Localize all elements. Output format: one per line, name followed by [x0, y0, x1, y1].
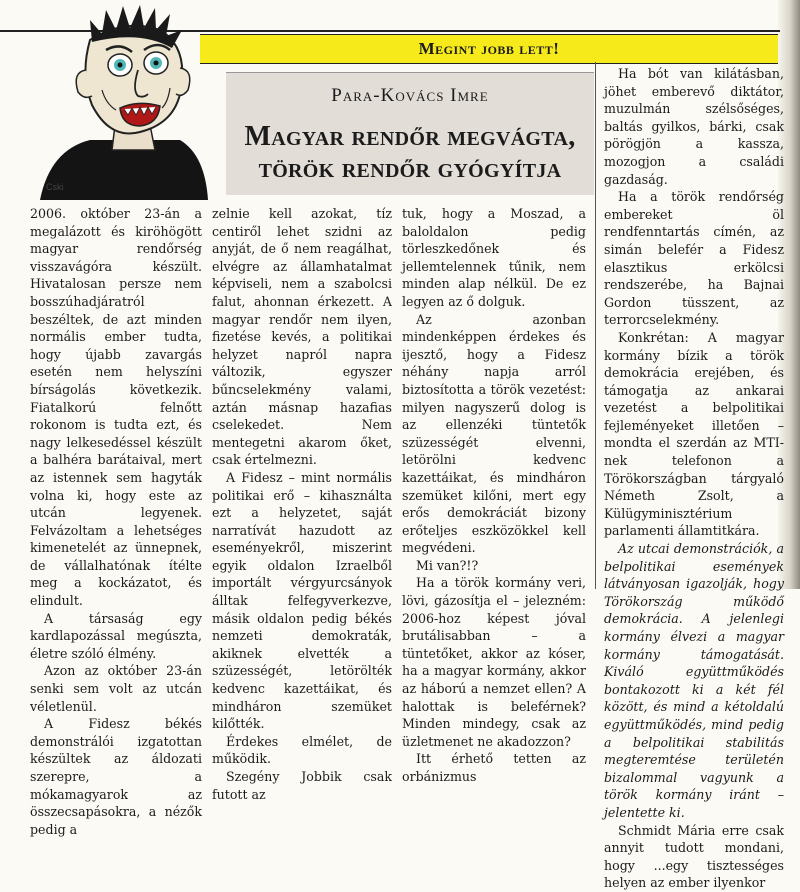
paragraph-italic: Az utcai demonstrációk, a belpolitikai események látványosan igazolják, hogy Törökország működő demokrácia. A jelenlegi kormány élvezi a magyar kormány támogatását. Kiváló együttműködés bontakozott ki a két fél között, és mind a kétoldalú együttműködés, mind pedig a belpolitikai stabilitás megteremtése területén bizalommal vagyunk a török kormány iránt – jelentette ki.: [604, 541, 784, 820]
paragraph: Szegény Jobbik csak futott az: [212, 769, 392, 802]
text-column-4: [604, 65, 784, 892]
paragraph: Konkrétan: A magyar kormány bízik a török demokrácia erejében, és támogatja az ankarai vezetést a belpolitikai fejleményeket illetően – mondta el szerdán az MTI-nek telefonon a Törökországban tárgyaló Németh Zsolt, a Külügyminisztérium parlamenti államtitkára.: [604, 329, 784, 539]
paragraph: tuk, hogy a Moszad, a baloldalon pedig törleszkedőnek és jellemtelennek tűnik, nem minden alap nélkül. De ez legyen az ő dolguk.: [402, 206, 586, 309]
paragraph: 2006. október 23-án a megalázott és kiröhögött magyar rendőrség visszavágóra készült. Hivatalosan persze nem bosszúhadjáratról beszéltek, de azt minden normális ember tudta, hogy újabb zavargás esetén nem helyszíni bírságolás következik. Fiatalkorú felnőtt rokonom is tudta ezt, és nagy lelkesedéssel készült a balhéra barátaival, mert az istennek sem hagyták volna ki, hogy este az utcán legyenek. Felvázoltam a lehetséges kimenetelét az ünnepnek, de vállalhatónak ítélte meg a kockázatot, és elindult.: [30, 206, 202, 609]
paragraph: Ha a török kormány veri, lövi, gázosítja el – jelezném: 2006-hoz képest jóval brutálisabban – a tüntetőket, akkor az kóser, ha a magyar kormány, akkor az háború a nemzet ellen? A halottak is beleférnek? Minden mindegy, csak az üzletmenet ne akadozzon?: [402, 575, 586, 749]
title-line-1: Magyar rendőr megvágta,: [244, 121, 576, 152]
article-header: [226, 72, 594, 195]
article-title: [226, 121, 594, 185]
paragraph: Azon az október 23-án senki sem volt az utcán véletlenül.: [30, 663, 202, 714]
paragraph: Ha bót van kilátásban, jöhet emberevő diktátor, muzulmán szélsőséges, baltás gyilkos, bárki, csak pörögjön a kassza, mozogjon a családi gazdaság.: [604, 66, 784, 187]
article-author: Para-Kovács Imre: [331, 85, 489, 106]
paragraph: Az azonban mindenképpen érdekes és ijesztő, hogy a Fidesz néhány napja arról biztosította a török vezetést: milyen nagyszerű dolog is az ellenzéki tüntetők szüzességét elvenni, letörölni kedvenc kazettáikat, és mindháron szemüket kilőni, mert egy erős demokráciát bizony erőteljes eszközökkel kell megvédeni.: [402, 311, 586, 556]
caricature-illustration: [20, 0, 210, 200]
paragraph: A társaság egy kardlapozással megúszta, életre szóló élmény.: [30, 610, 202, 661]
section-banner: [200, 34, 778, 64]
text-column-3: [402, 205, 586, 786]
paragraph: A Fidesz – mint normális politikai erő – kihasználta ezt a helyzetet, saját narratívát hazudott az eseményekről, miszerint egyik oldalon Izraelből importált vérgyurcsányok álltak felfegyverkezve, másik oldalon pedig békés nemzeti demokraták, akiknek elvették a szüzességét, letörölték kedvenc kazettáikat, és mindháron szemüket kilőtték.: [212, 469, 392, 732]
cartoon-signature: Cski: [46, 182, 64, 192]
title-line-2: török rendőr gyógyítja: [258, 153, 562, 184]
paragraph: zelnie kell azokat, tíz centiről lehet szidni az anyját, de ő nem reagálhat, elvégre az államhatalmat képviseli, nem a szabolcsi falut, ahonnan érkezett. A magyar rendőr nem ilyen, fizetése kevés, a politikai helyzet napról napra változik, egyszer bűncselekmény valami, aztán másnap hazafias cselekedet. Nem mentegetni akarom őket, csak értelmezni.: [212, 206, 392, 468]
paragraph: Mi van?!?: [416, 557, 479, 573]
column-divider: [595, 62, 596, 589]
paragraph: Itt érhető tetten az orbánizmus: [402, 751, 586, 784]
paragraph: A Fidesz békés demonstrálói izgatottan készültek az áldozati szerepre, a mókamagyarok az összecsapásokra, a nézők pedig a: [30, 716, 202, 837]
paragraph: Érdekes elmélet, de működik.: [212, 733, 392, 767]
banner-text: Megint jobb lett!: [418, 39, 560, 58]
text-column-2: [212, 205, 392, 803]
paragraph: Ha a török rendőrség embereket öl rendfenntartás címén, az simán belefér a Fidesz elasztikus erkölcsi rendszerébe, ha Bajnai Gordon tüsszent, az terrorcselekmény.: [604, 189, 784, 328]
text-column-1: [30, 205, 202, 838]
paragraph: Schmidt Mária erre csak annyit tudott mondani, hogy ...egy tisztességes helyen az ember ilyenkor: [604, 822, 784, 891]
